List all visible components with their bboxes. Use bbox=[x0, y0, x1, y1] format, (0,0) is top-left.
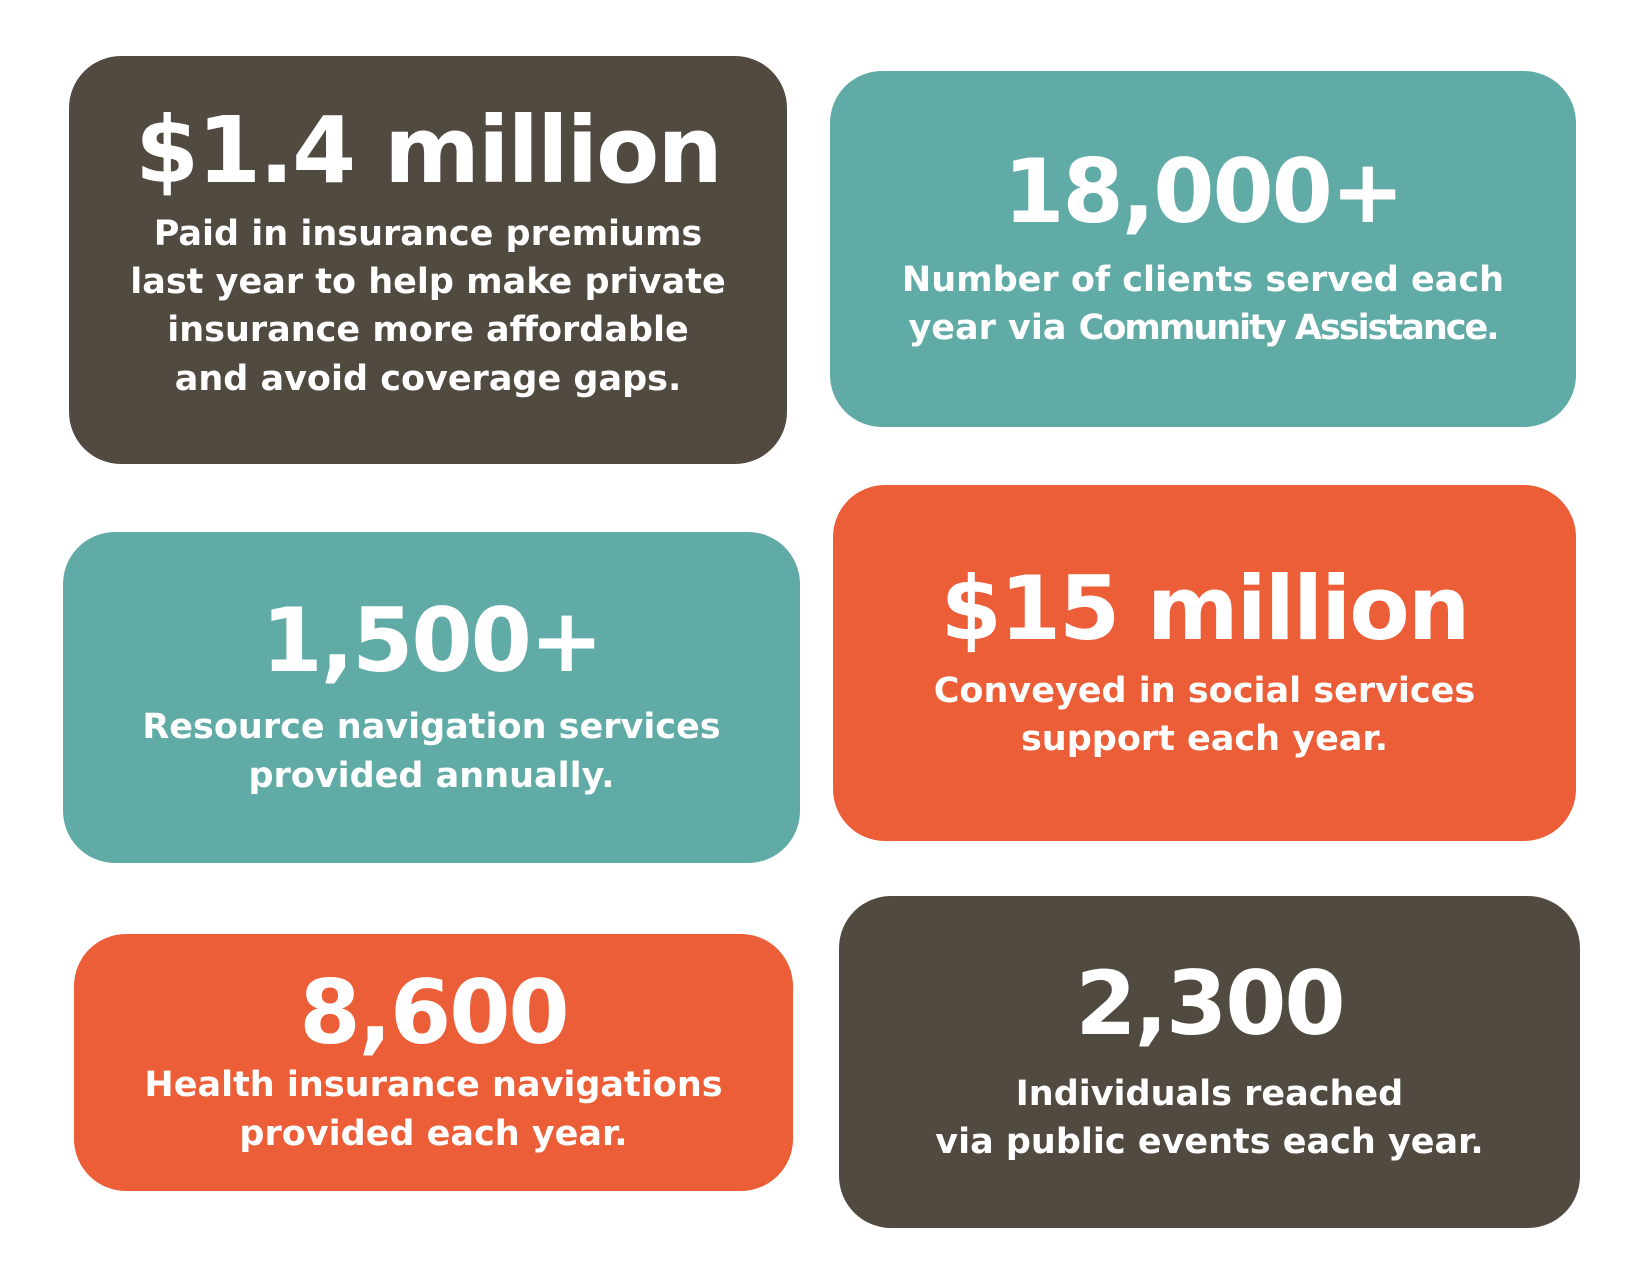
stat-description bbox=[142, 703, 720, 800]
stat-description-line: Conveyed in social services bbox=[933, 670, 1476, 711]
stat-description-line: last year to help make private bbox=[130, 262, 726, 302]
stat-description-fragment: year via bbox=[908, 308, 1079, 349]
stat-value: $15 million bbox=[940, 556, 1469, 660]
stat-value: 1,500+ bbox=[261, 589, 602, 692]
stat-value: 8,600 bbox=[299, 961, 568, 1064]
stat-card-resource-navigation bbox=[63, 532, 800, 863]
stat-card-health-insurance-navigations bbox=[74, 934, 793, 1191]
stat-description bbox=[130, 210, 725, 403]
stat-description-line: provided annually. bbox=[248, 755, 615, 796]
stat-description bbox=[935, 1070, 1483, 1167]
stat-card-clients-served bbox=[830, 71, 1576, 427]
stat-description-line: Individuals reached bbox=[1015, 1073, 1404, 1114]
stat-description-line: Number of clients served each bbox=[901, 259, 1505, 300]
stat-card-social-services bbox=[833, 485, 1576, 841]
stat-description-line: provided each year. bbox=[239, 1113, 628, 1154]
stat-description-line: and avoid coverage gaps. bbox=[174, 358, 682, 399]
stat-card-individuals-reached bbox=[839, 896, 1580, 1228]
stat-description-line: support each year. bbox=[1020, 719, 1388, 760]
stat-description bbox=[902, 256, 1504, 353]
stat-description-line: Paid in insurance premiums bbox=[153, 213, 703, 254]
stat-description bbox=[144, 1061, 722, 1158]
stat-description bbox=[934, 667, 1475, 764]
stat-description-line: Resource navigation services bbox=[142, 707, 721, 748]
stat-value: $1.4 million bbox=[135, 97, 721, 205]
stat-description-line: via public events each year. bbox=[935, 1122, 1484, 1163]
stat-description-line bbox=[902, 304, 1504, 352]
stat-description-line: Health insurance navigations bbox=[144, 1065, 723, 1106]
stat-description-line: insurance more affordable bbox=[167, 310, 689, 351]
stat-value: 18,000+ bbox=[1003, 139, 1403, 243]
stat-value: 2,300 bbox=[1075, 951, 1344, 1055]
stat-description-fragment: Community Assistance. bbox=[1078, 308, 1498, 349]
stat-card-insurance-premiums bbox=[69, 56, 787, 464]
